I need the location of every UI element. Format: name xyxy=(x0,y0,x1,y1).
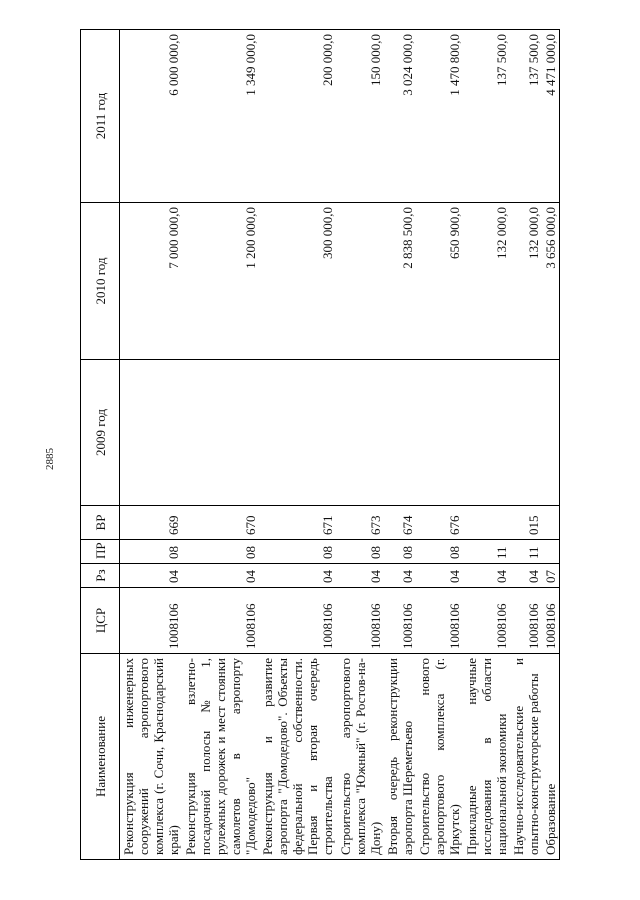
table-row xyxy=(416,30,463,860)
cell-pr xyxy=(542,540,560,564)
cell-name: Прикладные научные исследования в области национальной экономики xyxy=(463,654,510,860)
cell-pr: 08 xyxy=(384,540,416,564)
cell-2009 xyxy=(542,360,560,506)
table-row xyxy=(463,30,510,860)
cell-2011: 4 471 000,0 xyxy=(542,30,560,203)
cell-pr: 08 xyxy=(259,540,336,564)
cell-2011: 6 000 000,0 xyxy=(120,30,183,203)
cell-csr: 1008106 xyxy=(510,588,542,654)
cell-rz: 04 xyxy=(463,564,510,588)
cell-csr: 1008106 xyxy=(182,588,259,654)
cell-2009 xyxy=(416,360,463,506)
cell-pr: 11 xyxy=(510,540,542,564)
cell-vr: 674 xyxy=(384,506,416,540)
table-row xyxy=(120,30,183,860)
cell-name: Реконструкция и развитие аэропорта "Домодедово". Объекты федеральной собственности. Первая и вторая очередь строительства xyxy=(259,654,336,860)
cell-vr xyxy=(542,506,560,540)
table-row xyxy=(182,30,259,860)
cell-pr: 08 xyxy=(336,540,383,564)
cell-2009 xyxy=(384,360,416,506)
header-pr: ПР xyxy=(81,540,120,564)
cell-name: Реконструкция взлетно-посадочной полосы № 1, рулежных дорожек и мест стоянки самолетов в аэропорту "Домодедово" xyxy=(182,654,259,860)
cell-2010: 300 000,0 xyxy=(259,203,336,360)
cell-vr: 670 xyxy=(182,506,259,540)
cell-rz: 04 xyxy=(182,564,259,588)
cell-csr: 1008106 xyxy=(336,588,383,654)
cell-rz: 04 xyxy=(259,564,336,588)
cell-rz: 04 xyxy=(510,564,542,588)
cell-2009 xyxy=(463,360,510,506)
cell-name: Строительство нового аэропортового комплекса (г. Иркутск) xyxy=(416,654,463,860)
cell-rz: 04 xyxy=(416,564,463,588)
cell-2011: 1 349 000,0 xyxy=(182,30,259,203)
table-row xyxy=(542,30,560,860)
cell-vr: 015 xyxy=(510,506,542,540)
cell-2010: 3 656 000,0 xyxy=(542,203,560,360)
cell-2010 xyxy=(336,203,383,360)
cell-rz: 04 xyxy=(120,564,183,588)
cell-2009 xyxy=(259,360,336,506)
header-csr: ЦСР xyxy=(81,588,120,654)
cell-2009 xyxy=(182,360,259,506)
header-2009: 2009 год xyxy=(81,360,120,506)
cell-pr: 11 xyxy=(463,540,510,564)
cell-rz: 07 xyxy=(542,564,560,588)
cell-2010: 132 000,0 xyxy=(463,203,510,360)
table-row xyxy=(336,30,383,860)
cell-pr: 08 xyxy=(416,540,463,564)
cell-2011: 1 470 800,0 xyxy=(416,30,463,203)
budget-table xyxy=(80,29,560,860)
cell-vr: 676 xyxy=(416,506,463,540)
cell-vr: 669 xyxy=(120,506,183,540)
page-number: 2885 xyxy=(44,448,56,470)
header-2010: 2010 год xyxy=(81,203,120,360)
cell-2010: 132 000,0 xyxy=(510,203,542,360)
cell-name: Реконструкция инженерных сооружений аэропортового комплекса (г. Сочи, Краснодарский край) xyxy=(120,654,183,860)
cell-name: Научно-исследовательские и опытно-конструкторские работы xyxy=(510,654,542,860)
cell-2011: 150 000,0 xyxy=(336,30,383,203)
cell-csr: 1008106 xyxy=(542,588,560,654)
cell-2011: 3 024 000,0 xyxy=(384,30,416,203)
cell-pr: 08 xyxy=(182,540,259,564)
cell-2010: 650 900,0 xyxy=(416,203,463,360)
cell-name: Вторая очередь реконструкции аэропорта Шереметьево xyxy=(384,654,416,860)
cell-2011: 200 000,0 xyxy=(259,30,336,203)
cell-2011: 137 500,0 xyxy=(510,30,542,203)
cell-2011: 137 500,0 xyxy=(463,30,510,203)
cell-csr: 1008106 xyxy=(416,588,463,654)
cell-rz: 04 xyxy=(384,564,416,588)
table-row xyxy=(259,30,336,860)
header-vr: ВР xyxy=(81,506,120,540)
cell-2009 xyxy=(120,360,183,506)
header-name: Наименование xyxy=(81,654,120,860)
cell-vr: 673 xyxy=(336,506,383,540)
cell-2010: 7 000 000,0 xyxy=(120,203,183,360)
cell-2009 xyxy=(510,360,542,506)
cell-vr: 671 xyxy=(259,506,336,540)
cell-csr: 1008106 xyxy=(463,588,510,654)
table-row xyxy=(384,30,416,860)
cell-2010: 1 200 000,0 xyxy=(182,203,259,360)
cell-csr: 1008106 xyxy=(384,588,416,654)
cell-vr xyxy=(463,506,510,540)
cell-2010: 2 838 500,0 xyxy=(384,203,416,360)
header-2011: 2011 год xyxy=(81,30,120,203)
cell-pr: 08 xyxy=(120,540,183,564)
cell-csr: 1008106 xyxy=(259,588,336,654)
header-rz: Рз xyxy=(81,564,120,588)
rotated-table-container xyxy=(80,30,560,860)
cell-csr: 1008106 xyxy=(120,588,183,654)
cell-name: Строительство аэропортового комплекса "Южный" (г. Ростов-на-Дону) xyxy=(336,654,383,860)
cell-2009 xyxy=(336,360,383,506)
cell-name: Образование xyxy=(542,654,560,860)
table-row xyxy=(510,30,542,860)
table-header-row xyxy=(81,30,120,860)
cell-rz: 04 xyxy=(336,564,383,588)
